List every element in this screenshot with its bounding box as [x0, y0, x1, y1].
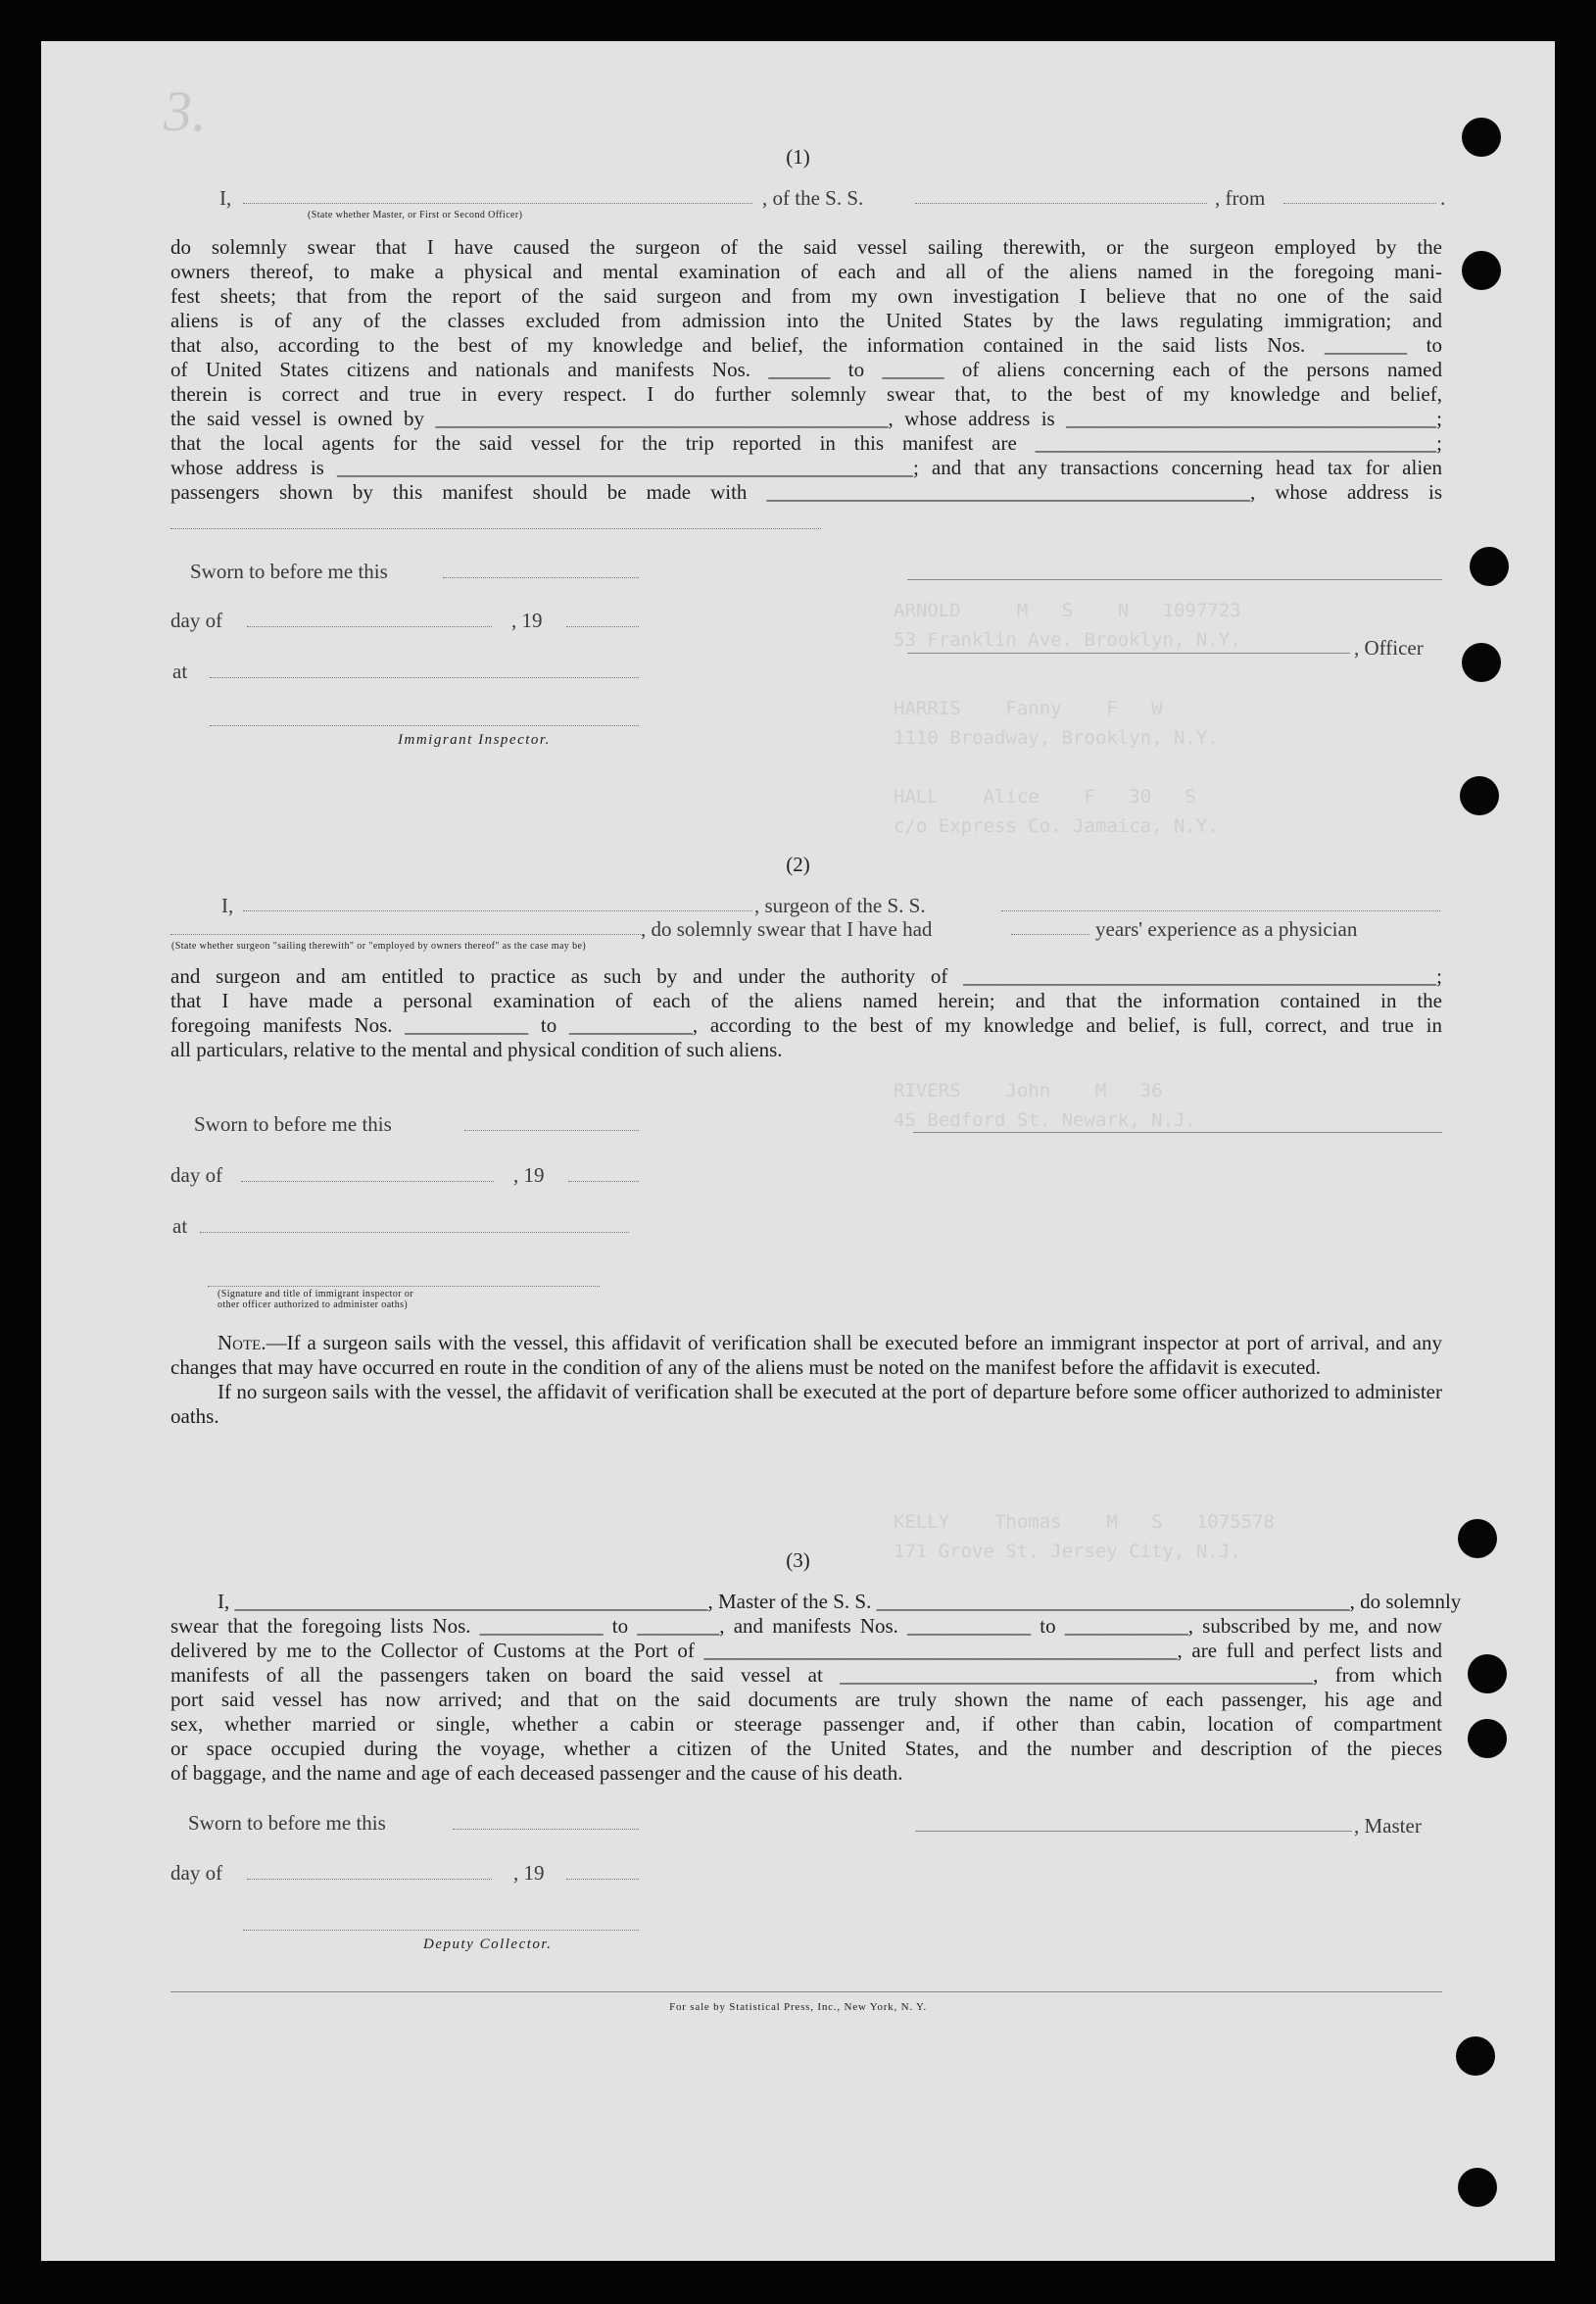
s3-para-line: port said vessel has now arrived; and that on the said documents are truly shown the name of each passenger, his age and [170, 1688, 1442, 1711]
s2-para-line: and surgeon and am entitled to practice as such by and under the authority of ______________________________________________; [170, 964, 1442, 988]
s1-para-line: aliens is of any of the classes excluded from admission into the United States by the laws regulating immigration; and [170, 309, 1442, 332]
s1-vessel-field[interactable] [915, 203, 1207, 204]
s2-years-field[interactable] [1011, 934, 1089, 935]
s1-para-line: the said vessel is owned by ____________________________________________, whose address is ____________________________________; [170, 407, 1442, 430]
page-mark: 3. [164, 79, 207, 143]
s3-para-line: swear that the foregoing lists Nos. ____________ to ________, and manifests Nos. ____________ to ____________, subscribed by me, and now [170, 1614, 1442, 1638]
s3-para-line: I, ______________________________________________, Master of the S. S. ______________________________________________, do solemnly [218, 1590, 1462, 1613]
s1-inspector-signature-field[interactable] [210, 725, 639, 726]
s3-para-line: or space occupied during the voyage, whether a citizen of the United States, and the number and description of the pieces [170, 1737, 1442, 1760]
s2-signature-caption: (Signature and title of immigrant inspector or [218, 1289, 414, 1299]
s3-master-signature-line[interactable] [915, 1831, 1352, 1832]
s1-sworn-label: Sworn to before me this [190, 560, 388, 583]
s3-day-field[interactable] [247, 1879, 492, 1880]
s1-inspector-caption: Immigrant Inspector. [398, 732, 551, 748]
note-text-1: —If a surgeon sails with the vessel, this affidavit of verification shall be executed before an immigrant inspector at port of arrival, and any changes that may have occurred en route in the condition of any of the aliens must be noted on the manifest before the affidavit is executed. [170, 1331, 1442, 1379]
s1-day-field[interactable] [247, 626, 492, 627]
s1-officer-line[interactable] [907, 653, 1350, 654]
s2-sworn-label: Sworn to before me this [194, 1112, 392, 1136]
s2-signature-field[interactable] [208, 1286, 600, 1287]
s2-year-label: , 19 [513, 1163, 545, 1187]
note-block [170, 1331, 1442, 1429]
s3-collector-caption: Deputy Collector. [423, 1936, 553, 1952]
s3-sworn-field[interactable] [453, 1829, 639, 1830]
s2-sworn-field[interactable] [464, 1130, 639, 1131]
s1-para-line: whose address is ________________________________________________________; and that any transactions concerning head tax for alien [170, 456, 1442, 479]
s2-years-label: years' experience as a physician [1095, 917, 1358, 941]
s1-period: . [1440, 186, 1446, 210]
punch-hole [1468, 1719, 1507, 1758]
s1-officer-name-field[interactable] [243, 203, 752, 204]
footer-rule [170, 1991, 1442, 1992]
section-1-number: (1) [786, 145, 810, 169]
s3-sworn-label: Sworn to before me this [188, 1811, 386, 1835]
s2-signature-line[interactable] [913, 1132, 1442, 1133]
s3-collector-signature-field[interactable] [243, 1930, 639, 1931]
section-2-number: (2) [786, 853, 810, 876]
s1-address-continuation-field[interactable] [170, 528, 821, 529]
s2-surgeon-name-field[interactable] [243, 910, 752, 911]
s2-surgeon-of-label: , surgeon of the S. S. [754, 894, 926, 917]
s2-swear-label: , do solemnly swear that I have had [641, 917, 933, 941]
s2-at-field[interactable] [200, 1232, 629, 1233]
s2-surgeon-type-field[interactable] [170, 934, 641, 935]
s1-of-the-ss-label: , of the S. S. [762, 186, 864, 210]
s1-para-line: that also, according to the best of my knowledge and belief, the information contained in the said lists Nos. ________ to [170, 333, 1442, 357]
s2-para-line: all particulars, relative to the mental and physical condition of such aliens. [170, 1038, 783, 1061]
s1-officer-label: , Officer [1354, 636, 1424, 660]
s3-para-line: delivered by me to the Collector of Customs at the Port of ______________________________________________, are full and perfect lists and [170, 1639, 1442, 1662]
s3-para-line: sex, whether married or single, whether a cabin or steerage passenger and, if other than cabin, location of compartment [170, 1712, 1442, 1736]
s1-i-label: I, [219, 186, 232, 210]
s1-from-field[interactable] [1283, 203, 1436, 204]
punch-hole [1462, 643, 1501, 682]
s2-vessel-field[interactable] [1001, 910, 1440, 911]
s2-i-label: I, [221, 894, 234, 917]
s3-master-label: , Master [1354, 1814, 1422, 1838]
punch-hole [1468, 1654, 1507, 1693]
s3-para-line: manifests of all the passengers taken on board the said vessel at ______________________________________________, from which [170, 1663, 1442, 1687]
s1-year-label: , 19 [511, 609, 543, 632]
punch-hole [1456, 2036, 1495, 2076]
s2-signature-caption: other officer authorized to administer oaths) [218, 1299, 409, 1310]
s1-para-line: passengers shown by this manifest should be made with _______________________________________________, whose address is [170, 480, 1442, 504]
s2-year-field[interactable] [568, 1181, 639, 1182]
s1-para-line: that the local agents for the said vessel for the trip reported in this manifest are _______________________________________; [170, 431, 1442, 455]
s3-para-line: of baggage, and the name and age of each deceased passenger and the cause of his death. [170, 1761, 903, 1785]
s1-from-label: , from [1215, 186, 1266, 210]
s3-year-label: , 19 [513, 1861, 545, 1885]
s1-signature-line[interactable] [907, 579, 1442, 580]
s1-officer-caption: (State whether Master, or First or Second Officer) [308, 210, 523, 221]
punch-hole [1462, 118, 1501, 157]
punch-hole [1462, 251, 1501, 290]
punch-hole [1458, 2168, 1497, 2207]
s1-para-line: fest sheets; that from the report of the said surgeon and from my own investigation I believe that no one of the said [170, 284, 1442, 308]
s1-para-line: do solemnly swear that I have caused the surgeon of the said vessel sailing therewith, or the surgeon employed by the [170, 235, 1442, 259]
note-text-2: If no surgeon sails with the vessel, the affidavit of verification shall be executed at the port of departure before some officer authorized to administer oaths. [170, 1380, 1442, 1428]
s2-day-of-label: day of [170, 1163, 223, 1187]
punch-hole [1458, 1519, 1497, 1558]
s2-day-field[interactable] [241, 1181, 494, 1182]
s2-at-label: at [172, 1214, 188, 1238]
s1-at-label: at [172, 660, 188, 683]
s3-year-field[interactable] [566, 1879, 639, 1880]
section-3-number: (3) [786, 1548, 810, 1572]
printer-imprint: For sale by Statistical Press, Inc., New York, N. Y. [669, 2001, 927, 2013]
s1-day-of-label: day of [170, 609, 223, 632]
form-page: 3. ARNOLD M S N 1097723 53 Franklin Ave. Brooklyn, N.Y. HARRIS Fanny F W 1110 Broadway, Brooklyn, N.Y. HALL Alice F 30 S c/o Express Co. Jamaica, N.Y. RIVERS John M 36 45 Bedford St. Newark, N.J. KELLY Thomas M S 1075578 171 Grove St. Jersey City, N.J. (1) I, , of the S. S. , from . (State whether Master, or First or Second Officer) do solemnly swear that I have caused the surgeon of the said vessel sailing therewith, or the surgeon employed by the owners thereof, to make a physical and mental examination of each and all of the aliens named in the foregoing mani- fest sheets; that from the report of the said surgeon and from my own investigation I believe that no one of the said aliens is of any of the classes excluded from admission into the United States by the laws regulating immigration; and that also, according to the best of my knowledge and belief, the information contained in the said lists Nos. ________ to of United States citizens and nationals and manifests Nos. ______ to ______ of aliens concerning each of the persons named therein is correct and true in every respect. I do further solemnly swear that, to the best of my knowledge and belief, the said vessel is owned by ____________________________________________, whose address is ____________________________________; that the local agents for the said vessel for the trip reported in this manifest are _______________________________________; whose address is ________________________________________________________; and that any transactions concerning head tax for alien passengers shown by this manifest should be made with _______________________________________________, whose address is Sworn to before me this day of , 19 , Officer at Immigrant Inspector. (2) I, , surgeon of the S. S. , do solemnly swear that I have had years' experience as a physician (State whether surgeon "sailing therewith" or "employed by owners thereof" as the case may be) and surgeon and am entitled to practice as such by and under the authority of ______________________________________________; that I have made a personal examination of each of the aliens named herein; and that the information contained in the foregoing manifests Nos. ____________ to ____________, according to the best of my knowledge and belief, is full, correct, and true in all particulars, relative to the mental and physical condition of such aliens. Sworn to before me this day of , 19 at (Signature and title of immigrant inspector or other officer authorized to administer oaths) Note.—If a surgeon sails with the vessel, this affidavit of verification shall be executed before an immigrant inspector at port of arrival, and any changes that may have occurred en route in the condition of any of the aliens must be noted on the manifest before the affidavit is executed. If no surgeon sails with the vessel, the affidavit of verification shall be executed at the port of departure before some officer authorized to administer oaths. (3) I, ______________________________________________, Master of the S. S. ______________________________________________, do solemnly swear that the foregoing lists Nos. ____________ to ________, and manifests Nos. ____________ to ____________, subscribed by me, and now delivered by me to the Collector of Customs at the Port of ______________________________________________, are full and perfect lists and manifests of all the passengers taken on board the said vessel at ______________________________________________, from which port said vessel has now arrived; and that on the said documents are truly shown the name of each passenger, his age and sex, whether married or single, whether a cabin or steerage passenger and, if other than cabin, location of compartment or space occupied during the voyage, whether a citizen of the United States, and the number and description of the pieces of baggage, and the name and age of each deceased passenger and the cause of his death. Sworn to before me this , Master day of , 19 Deputy Collector. For sale by Statistical Press, Inc., New York, N. Y. [41, 41, 1555, 2261]
s2-para-line: foregoing manifests Nos. ____________ to ____________, according to the best of my knowledge and belief, is full, correct, and true in [170, 1013, 1442, 1037]
s1-year-field[interactable] [566, 626, 639, 627]
punch-hole [1470, 547, 1509, 586]
s1-para-line: therein is correct and true in every respect. I do further solemnly swear that, to the best of my knowledge and belief, [170, 382, 1442, 406]
s2-para-line: that I have made a personal examination of each of the aliens named herein; and that the information contained in the [170, 989, 1442, 1012]
s3-day-of-label: day of [170, 1861, 223, 1885]
s1-para-line: owners thereof, to make a physical and mental examination of each and all of the aliens named in the foregoing mani- [170, 260, 1442, 283]
punch-hole [1460, 776, 1499, 815]
s1-sworn-field[interactable] [443, 577, 639, 578]
s2-surgeon-caption: (State whether surgeon "sailing therewith" or "employed by owners thereof" as the case may be) [171, 941, 587, 952]
note-label: Note. [218, 1331, 266, 1354]
s1-at-field[interactable] [210, 677, 639, 678]
s1-para-line: of United States citizens and nationals and manifests Nos. ______ to ______ of aliens concerning each of the persons named [170, 358, 1442, 381]
